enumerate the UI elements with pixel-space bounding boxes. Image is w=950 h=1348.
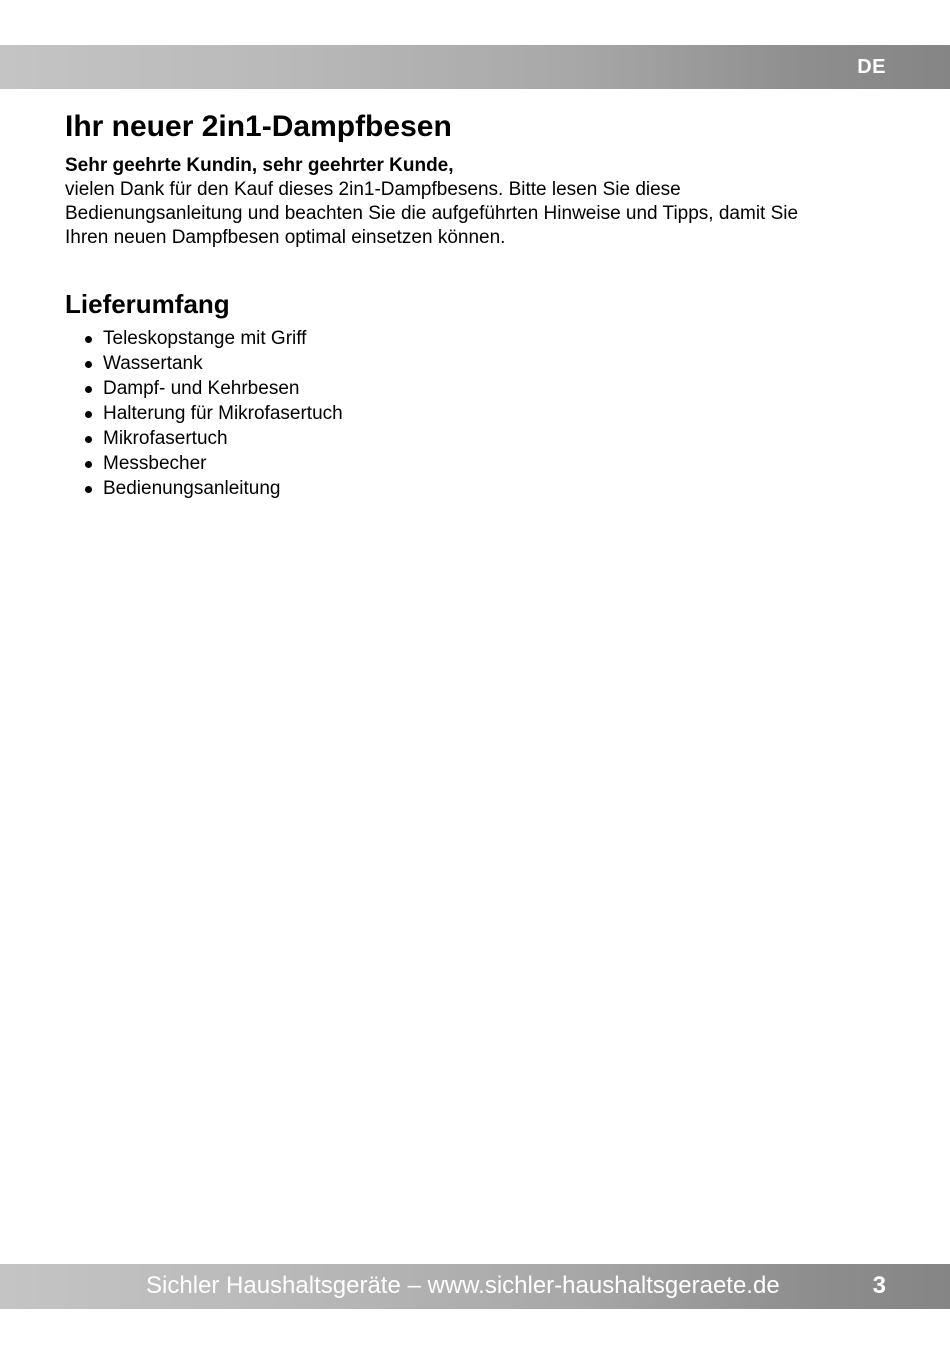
delivery-heading: Lieferumfang xyxy=(65,289,230,319)
intro-line: vielen Dank für den Kauf dieses 2in1-Dampfbesens. Bitte lesen Sie diese xyxy=(65,179,681,200)
list-item: Wassertank xyxy=(65,351,895,376)
footer-text: Sichler Haushaltsgeräte – www.sichler-haushaltsgeraete.de xyxy=(146,1272,780,1299)
list-item: Bedienungsanleitung xyxy=(65,476,895,501)
intro-line: Bedienungsanleitung und beachten Sie die aufgeführten Hinweise und Tipps, damit Sie xyxy=(65,203,799,224)
list-item: Dampf- und Kehrbesen xyxy=(65,376,895,401)
list-item: Halterung für Mikrofasertuch xyxy=(65,401,895,426)
language-label: DE xyxy=(857,56,886,78)
salutation: Sehr geehrte Kundin, sehr geehrter Kunde, xyxy=(65,155,454,176)
intro-paragraph xyxy=(65,178,895,250)
header-band xyxy=(0,45,950,89)
intro-line: Ihren neuen Dampfbesen optimal einsetzen können. xyxy=(65,227,506,248)
footer-band xyxy=(0,1264,950,1309)
list-item: Mikrofasertuch xyxy=(65,426,895,451)
delivery-list xyxy=(65,326,895,501)
page-number: 3 xyxy=(872,1272,886,1299)
page-title: Ihr neuer 2in1-Dampfbesen xyxy=(65,110,452,143)
list-item: Teleskopstange mit Griff xyxy=(65,326,895,351)
list-item: Messbecher xyxy=(65,451,895,476)
page-content xyxy=(65,108,895,501)
